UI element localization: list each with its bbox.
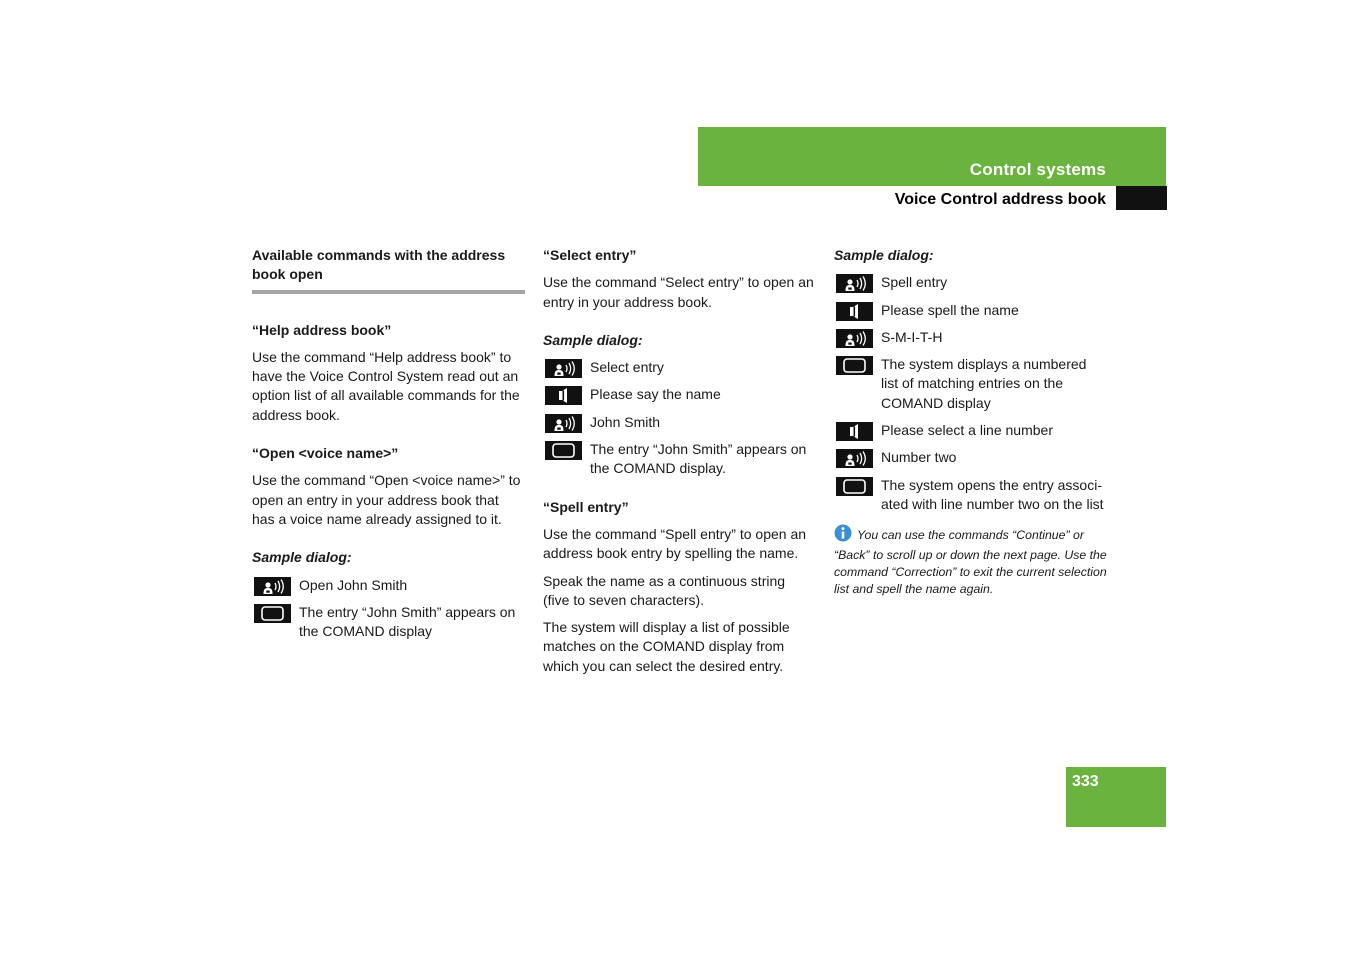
spell-text-3: The system will display a list of possible matches on the COMAND display from which you can select the desired entry. xyxy=(543,619,790,674)
spell-heading: “Spell entry” xyxy=(543,498,629,515)
select-text: Use the command “Select entry” to open an entry in your address book. xyxy=(543,274,814,310)
dialog-text: Please spell the name xyxy=(881,301,1019,318)
voice-command-icon xyxy=(836,274,873,293)
dialog-row xyxy=(834,355,1107,413)
select-heading: “Select entry” xyxy=(543,247,637,263)
voice-command-icon xyxy=(545,414,582,433)
info-icon xyxy=(834,524,852,547)
header-bar xyxy=(698,127,1166,186)
speaker-icon xyxy=(836,422,873,441)
dialog-text: Open John Smith xyxy=(299,576,408,593)
voice-command-icon xyxy=(545,359,582,378)
dialog-row xyxy=(834,328,1107,347)
dialog-text: Spell entry xyxy=(881,274,948,291)
info-note-text: You can use the commands “Continue” or “Back” to scroll up or down the next page. Use the command “Correction” to exit the current selection list and spell the name again. xyxy=(834,528,1107,596)
dialog-text: Please say the name xyxy=(590,386,721,403)
sample-dialog xyxy=(543,358,815,478)
sample-dialog-label: Sample dialog: xyxy=(834,247,934,263)
dialog-text: Select entry xyxy=(590,359,664,376)
dialog-text: S-M-I-T-H xyxy=(881,328,943,345)
dialog-row xyxy=(252,603,525,642)
sample-dialog-label: Sample dialog: xyxy=(543,331,643,348)
dialog-row xyxy=(252,576,525,595)
voice-command-icon xyxy=(254,577,291,596)
spell-text-2: Speak the name as a continuous string (five to seven characters). xyxy=(543,572,786,608)
dialog-text: John Smith xyxy=(590,413,661,430)
speaker-icon xyxy=(545,386,582,405)
dialog-text: Number two xyxy=(881,449,957,466)
page-number: 333 xyxy=(1072,773,1099,790)
voice-command-icon xyxy=(836,329,873,348)
open-heading: “Open <voice name>” xyxy=(252,445,399,462)
page-number-box xyxy=(1066,767,1166,827)
dialog-row xyxy=(543,440,815,479)
voice-command-icon xyxy=(836,449,873,468)
open-text: Use the command “Open <voice name>” to open an entry in your address book that has a voice name already assigned to it. xyxy=(252,472,521,527)
sample-dialog xyxy=(252,576,525,642)
dialog-row xyxy=(834,476,1107,515)
section-heading: Available commands with the address book open xyxy=(252,246,525,294)
display-icon xyxy=(836,356,873,375)
dialog-row xyxy=(834,301,1107,320)
dialog-text: The system displays a numbered list of matching entries on the COMAND display xyxy=(881,356,1087,411)
section-title: Control systems xyxy=(969,160,1106,179)
dialog-row xyxy=(834,273,1107,292)
dialog-row xyxy=(834,448,1107,467)
dialog-text: The entry “John Smith” appears on the COMAND display xyxy=(299,603,516,640)
column-middle xyxy=(543,246,815,684)
help-heading: “Help address book” xyxy=(252,321,392,338)
spell-text-1: Use the command “Spell entry” to open an address book entry by spelling the name. xyxy=(543,525,807,562)
subsection-title: Voice Control address book xyxy=(894,191,1106,208)
display-icon xyxy=(836,477,873,496)
sample-dialog-label: Sample dialog: xyxy=(252,549,352,566)
info-note xyxy=(834,524,1107,598)
dialog-row xyxy=(543,413,815,432)
dialog-row xyxy=(543,385,815,404)
display-icon xyxy=(545,441,582,460)
dialog-row xyxy=(543,358,815,377)
column-right xyxy=(834,246,1107,598)
display-icon xyxy=(254,604,291,623)
header-tab-marker xyxy=(1116,186,1167,210)
dialog-row xyxy=(834,421,1107,440)
help-text: Use the command “Help address book” to have the Voice Control System read out an option list of all available commands for the address book. xyxy=(252,348,520,423)
dialog-text: The entry “John Smith” appears on the COMAND display. xyxy=(590,441,807,477)
speaker-icon xyxy=(836,302,873,321)
column-left xyxy=(252,246,525,649)
dialog-text: The system opens the entry associ-ated with line number two on the list xyxy=(881,476,1104,512)
sample-dialog xyxy=(834,273,1107,514)
dialog-text: Please select a line number xyxy=(881,422,1053,439)
